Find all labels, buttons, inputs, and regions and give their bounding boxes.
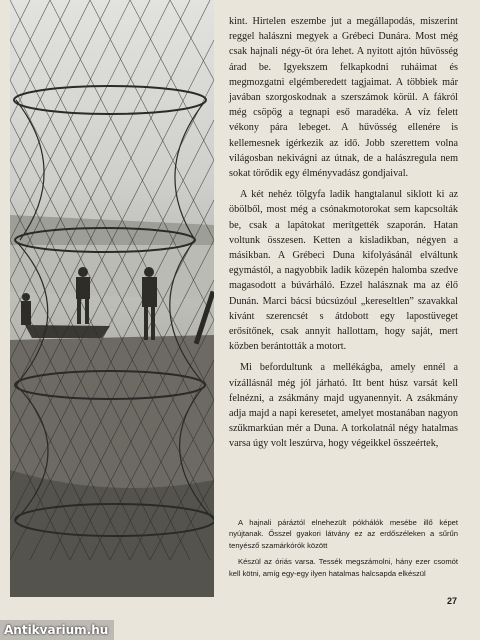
paragraph: A két nehéz tölgyfa ladik hangtalanul siklott ki az öbölből, most még a csónakmotorokat sem kapcsolták be, csak a lapátokat merítgették szaporán. Hatan voltunk összesen. Ketten a kisladikban, négyen a másikban. A Grébeci Duna kifolyásánál elváltunk egymástól, a nagyobbik ladik közepén halomba szedve magasodott a búvárháló. Ezzel halásznak ma az élő Dunán. Marci bácsi búcsúzóul „kereseltlen” szavakkal kívánt szerencsét s átdobott egy lapostüveget erősítőnek, csak annyit hallottam, hogy saját, mert közben berántották a motort. (229, 189, 458, 353)
page-number: 27 (447, 596, 458, 606)
foreground-mud (10, 470, 214, 597)
photo-captions (229, 517, 458, 584)
article-text (229, 14, 458, 458)
fish-trap-illustration (10, 0, 214, 597)
paragraph: kint. Hirtelen eszembe jut a megállapodás, miszerint reggel halászni megyek a Grébeci Dunára. Most még csak hajnali négy-öt óra lehet. A nyitott ajtón hűvösség árad be. Igyekszem felkapkodni ruháimat és megmozgatni elgémberedett tagjaimat. A többiek már javában szorgoskodnak a szerszámok körül. A fákról még csöpög a tegnapi eső maradéka. A víz felett vékony pára lebeget. A hűvösség ellenére is kellemesnek ígérkezik az idő. Jobb szerettem volna világosban nekivágni az útnak, de a halászregula nem sokat törődik egy élményvadász gondjaival. (229, 16, 458, 180)
caption: A hajnali páráztól elnehezült pókhálók mesébe illő képet nyújtanak. Ősszel gyakori látvány ez az erdőszéleken a sűrűn tenyésző szamárkórók között (229, 518, 458, 550)
caption: Készül az óriás varsa. Tessék megszámolni, hány ezer csomót kell kötni, amíg egy-egy ilyen hatalmas halcsapda elkészül (229, 557, 458, 578)
photo-fishing-trap (10, 0, 214, 597)
paragraph: Mi befordultunk a mellékágba, amely ennél a vízállásnál még jól járható. Itt bent húsz varsát kell felnézni, a zsákmány majd ugyanennyit. A zsákmány adja majd a napi keresetet, amelyet mostanában nagyon szűkmarkúan mér a Duna. A torkolatnál négy hatalmas varsa úgy volt leszúrva, hogy végeikkel összeértek, (229, 362, 458, 450)
watermark-logo: Antikvarium.hu (0, 620, 114, 640)
